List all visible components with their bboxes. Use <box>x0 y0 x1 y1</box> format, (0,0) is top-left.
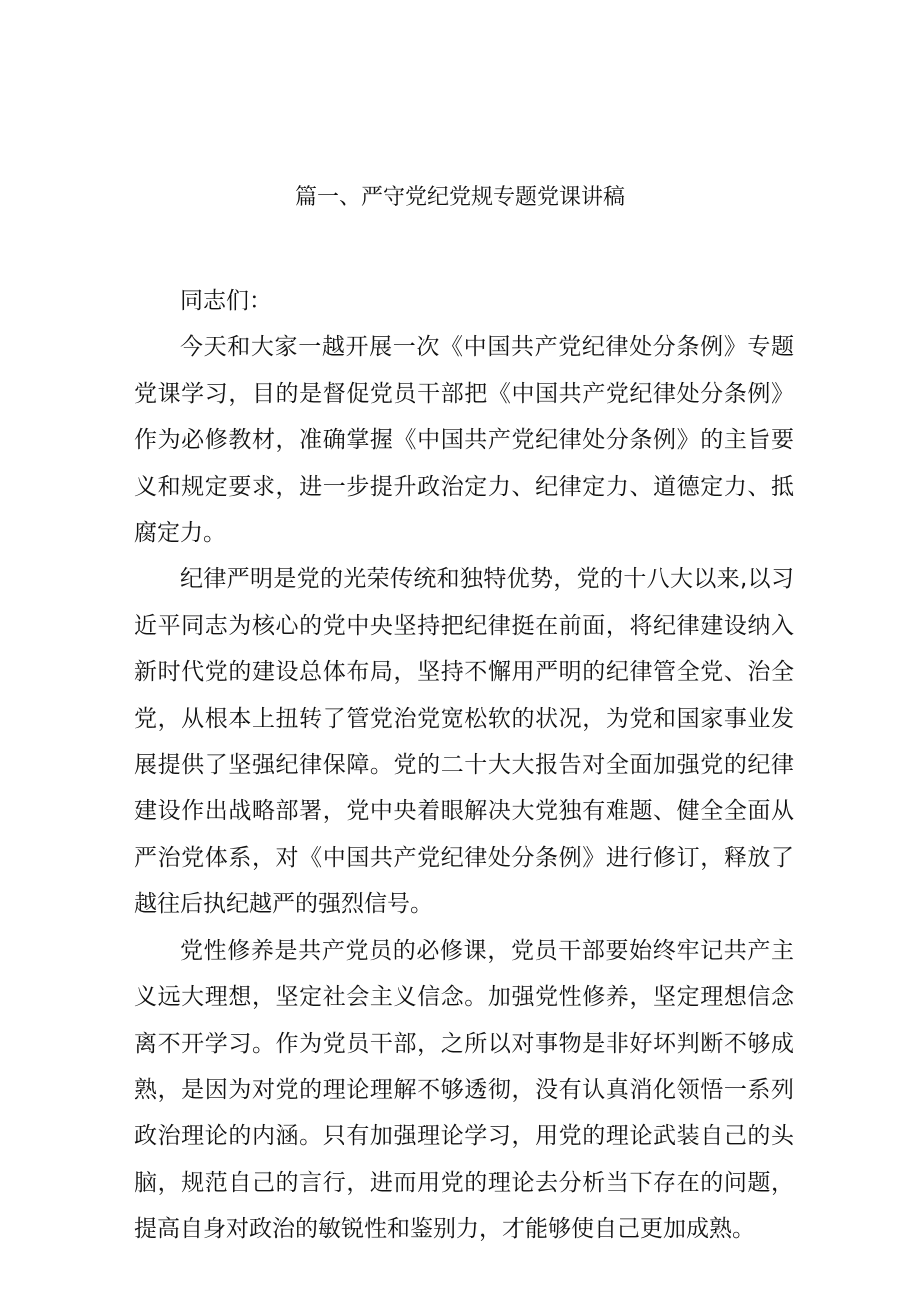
paragraph-2: 纪律严明是党的光荣传统和独特优势，党的十八大以来,以习近平同志为核心的党中央坚持把纪律挺在前面，将纪律建设纳入新时代党的建设总体布局，坚持不懈用严明的纪律管全党、治全党，从根本上扭转了管党治党宽松软的状况，为党和国家事业发展提供了坚强纪律保障。党的二十大大报告对全面加强党的纪律建设作出战略部署，党中央着眼解决大党独有难题、健全全面从严治党体系，对《中国共产党纪律处分条例》进行修订，释放了越往后执纪越严的强烈信号。 <box>134 566 794 918</box>
paragraph-1: 今天和大家一越开展一次《中国共产党纪律处分条例》专题党课学习，目的是督促党员干部把《中国共产党纪律处分条例》作为必修教材，准确掌握《中国共产党纪律处分条例》的主旨要义和规定要求，进一步提升政治定力、纪律定力、道德定力、抵腐定力。 <box>134 334 794 547</box>
greeting: 同志们： <box>180 288 272 314</box>
document-title: 篇一、严守党纪党规专题党课讲稿 <box>294 185 625 210</box>
document-body <box>134 278 794 1253</box>
paragraph-3: 党性修养是共产党员的必修课，党员干部要始终牢记共产主义远大理想，坚定社会主义信念。加强党性修养，坚定理想信念离不开学习。作为党员干部，之所以对事物是非好坏判断不够成熟，是因为对党的理论理解不够透彻，没有认真消化领悟一系列政治理论的内涵。只有加强理论学习，用党的理论武装自己的头脑，规范自己的言行，进而用党的理论去分析当下存在的问题，提高自身对政治的敏锐性和鉴别力，才能够使自己更加成熟。 <box>134 937 794 1243</box>
